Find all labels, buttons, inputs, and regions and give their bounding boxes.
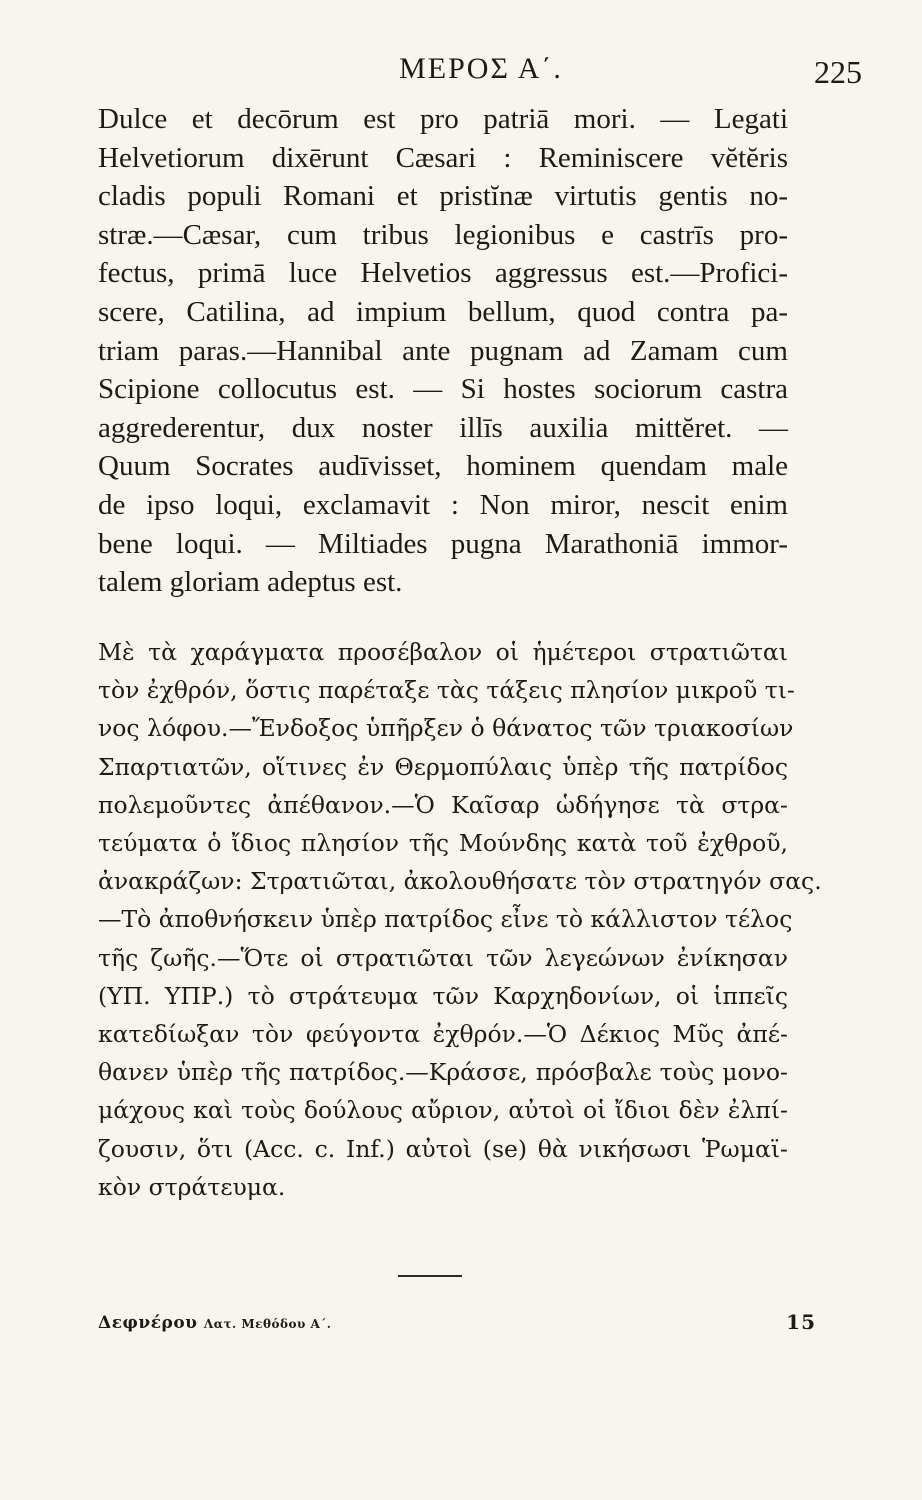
footer-divider xyxy=(398,1275,462,1277)
latin-line: Quum Socrates audīvisset, hominem quendam male xyxy=(98,450,788,483)
latin-exercise xyxy=(98,100,788,602)
greek-line: (ΥΠ. ΥΠΡ.) τὸ στράτευμα τῶν Καρχηδονίων, οἱ ἱππεῖς xyxy=(98,981,788,1010)
greek-line: Σπαρτιατῶν, οἵτινες ἐν Θερμοπύλαις ὑπὲρ τῆς πατρίδος xyxy=(98,752,788,781)
latin-line: scere, Catilina, ad impium bellum, quod contra pa- xyxy=(98,295,788,328)
running-title: ΜΕΡΟΣ Α΄. xyxy=(399,52,563,85)
latin-line: Helvetiorum dixērunt Cæsari : Reminiscere vĕtĕris xyxy=(98,141,788,174)
greek-line: τὸν ἐχθρόν, ὅστις παρέταξε τὰς τάξεις πλησίον μικροῦ τι- xyxy=(98,676,795,705)
printer-name: Δεφνέρου xyxy=(98,1313,198,1333)
greek-exercise xyxy=(98,633,822,1206)
latin-line: Dulce et decōrum est pro patriā mori. — Legati xyxy=(98,103,788,135)
latin-line: talem gloriam adeptus est. xyxy=(98,566,403,599)
latin-line: de ipso loqui, exclamavit : Non miror, nescit enim xyxy=(98,488,788,521)
latin-line: triam paras.—Hannibal ante pugnam ad Zamam cum xyxy=(98,334,788,367)
page-number: 225 xyxy=(814,54,862,90)
greek-line: τῆς ζωῆς.—Ὅτε οἱ στρατιῶται τῶν λεγεώνων ἐνίκησαν xyxy=(98,943,788,972)
greek-line: —Τὸ ἀποθνήσκειν ὑπὲρ πατρίδος εἶνε τὸ κάλλιστον τέλος xyxy=(98,905,793,934)
greek-line: κὸν στράτευμα. xyxy=(98,1172,286,1201)
greek-line: ἀνακράζων: Στρατιῶται, ἀκολουθήσατε τὸν στρατηγόν σας. xyxy=(98,867,822,896)
printer-abbrev: Λατ. Μεθόδου Α΄. xyxy=(203,1317,332,1331)
greek-line: τεύματα ὁ ἴδιος πλησίον τῆς Μούνδης κατὰ τοῦ ἐχθροῦ, xyxy=(98,829,788,858)
latin-line: cladis populi Romani et pristĭnæ virtutis gentis no- xyxy=(98,180,788,213)
greek-line: νος λόφου.—Ἔνδοξος ὑπῆρξεν ὁ θάνατος τῶν τριακοσίων xyxy=(98,714,794,743)
greek-line: ζουσιν, ὅτι (Acc. c. Inf.) αὐτοὶ (se) θὰ νικήσωσι Ῥωμαϊ- xyxy=(98,1134,788,1163)
greek-line: θανεν ὑπὲρ τῆς πατρίδος.—Κράσσε, πρόσβαλε τοὺς μονο- xyxy=(98,1058,788,1087)
latin-line: bene loqui. — Miltiades pugna Marathoniā immor- xyxy=(98,527,788,560)
latin-line: fectus, primā luce Helvetios aggressus est.—Profici- xyxy=(98,257,788,290)
latin-line: stræ.—Cæsar, cum tribus legionibus e castrīs pro- xyxy=(98,218,788,251)
greek-line: πολεμοῦντες ἀπέθανον.—Ὁ Καῖσαρ ὡδήγησε τὰ στρα- xyxy=(98,790,788,819)
latin-line: Scipione collocutus est. — Si hostes sociorum castra xyxy=(98,373,788,406)
greek-line: μάχους καὶ τοὺς δούλους αὔριον, αὐτοὶ οἱ ἴδιοι δὲν ἐλπί- xyxy=(98,1096,788,1125)
running-head xyxy=(100,48,862,88)
greek-line: κατεδίωξαν τὸν φεύγοντα ἐχθρόν.—Ὁ Δέκιος Μῦς ἀπέ- xyxy=(98,1020,788,1049)
signature-mark: 15 xyxy=(786,1310,816,1334)
latin-line: aggrederentur, dux noster illīs auxilia mittĕret. — xyxy=(98,411,788,444)
greek-line: Μὲ τὰ χαράγματα προσέβαλον οἱ ἡμέτεροι στρατιῶται xyxy=(98,638,788,666)
printer-imprint xyxy=(98,1313,331,1333)
